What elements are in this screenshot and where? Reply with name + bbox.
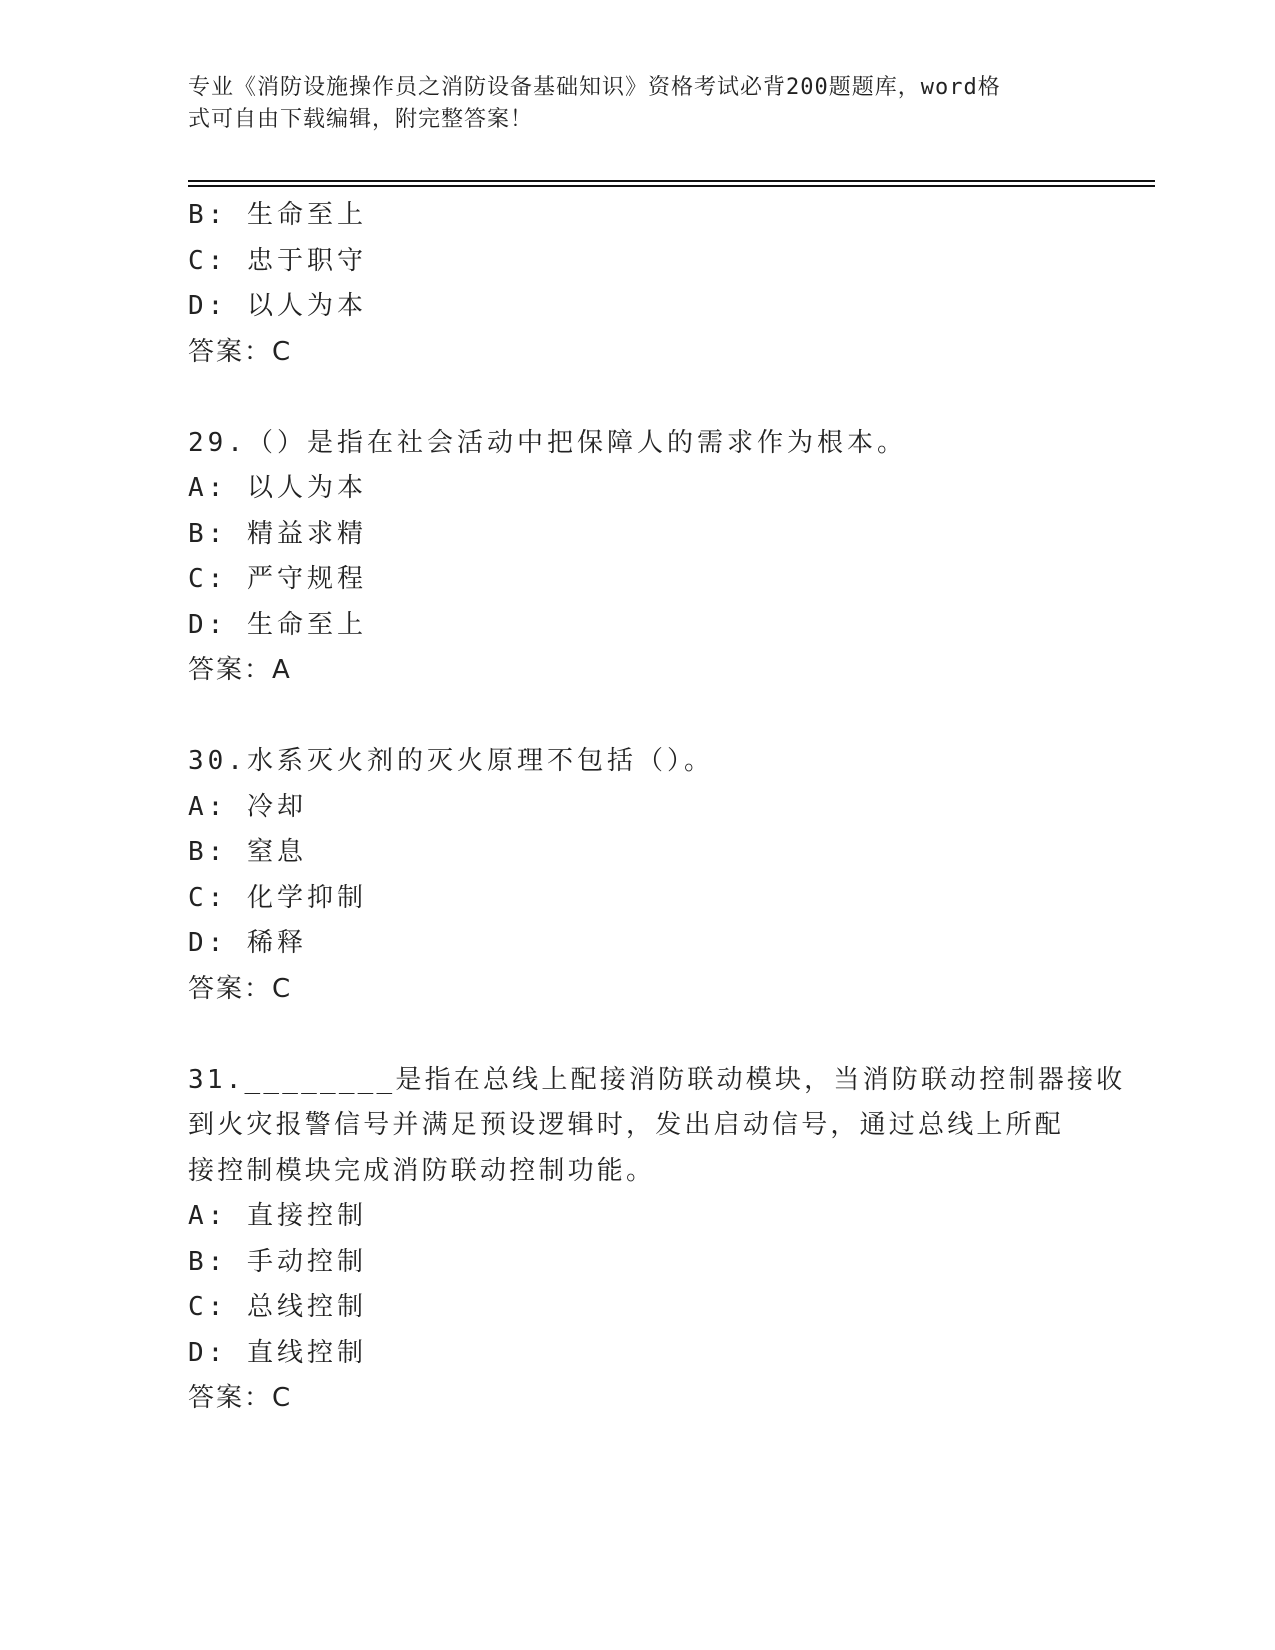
header-divider-top: [188, 180, 1155, 182]
prev-question: [188, 193, 1068, 375]
header-line-2: 式可自由下载编辑，附完整答案！: [188, 107, 534, 132]
question-stem-line-2: 到火灾报警信号并满足预设逻辑时，发出启动信号，通过总线上所配: [188, 1110, 1065, 1140]
option-a: A: 冷却: [188, 791, 307, 822]
option-d: D: 直线控制: [188, 1337, 367, 1368]
question-stem: 29.（）是指在社会活动中把保障人的需求作为根本。: [188, 427, 907, 458]
question-stem-line-1: 31.________是指在总线上配接消防联动模块，当消防联动控制器接收: [188, 1064, 1126, 1095]
option-d: D: 生命至上: [188, 609, 367, 640]
answer: 答案：C: [188, 1383, 293, 1413]
option-b: B: 手动控制: [188, 1246, 367, 1277]
option-a: A: 以人为本: [188, 473, 367, 503]
option-a: A: 直接控制: [188, 1201, 367, 1231]
answer: 答案：A: [188, 655, 292, 685]
question-stem: 30.水系灭火剂的灭火原理不包括（）。: [188, 746, 714, 776]
option-c: C: 总线控制: [188, 1292, 367, 1322]
option-d: D: 稀释: [188, 928, 307, 958]
question-30: [188, 739, 1068, 1012]
option-d: D: 以人为本: [188, 291, 367, 321]
answer: 答案：C: [188, 973, 293, 1004]
option-b: B: 生命至上: [188, 200, 367, 230]
question-31: [188, 1058, 1126, 1422]
option-c: C: 忠于职守: [188, 245, 367, 276]
option-c: C: 严守规程: [188, 564, 367, 594]
question-stem-line-3: 接控制模块完成消防联动控制功能。: [188, 1155, 656, 1186]
document-body: [188, 193, 1126, 1422]
header-divider-bottom: [188, 185, 1155, 187]
answer: 答案：C: [188, 336, 293, 367]
header-line-1: 专业《消防设施操作员之消防设备基础知识》资格考试必背200题题库，word格: [188, 75, 1001, 100]
question-29: [188, 421, 1068, 694]
document-header: [188, 72, 1068, 136]
option-c: C: 化学抑制: [188, 882, 367, 913]
option-b: B: 精益求精: [188, 518, 367, 549]
option-b: B: 窒息: [188, 837, 307, 867]
